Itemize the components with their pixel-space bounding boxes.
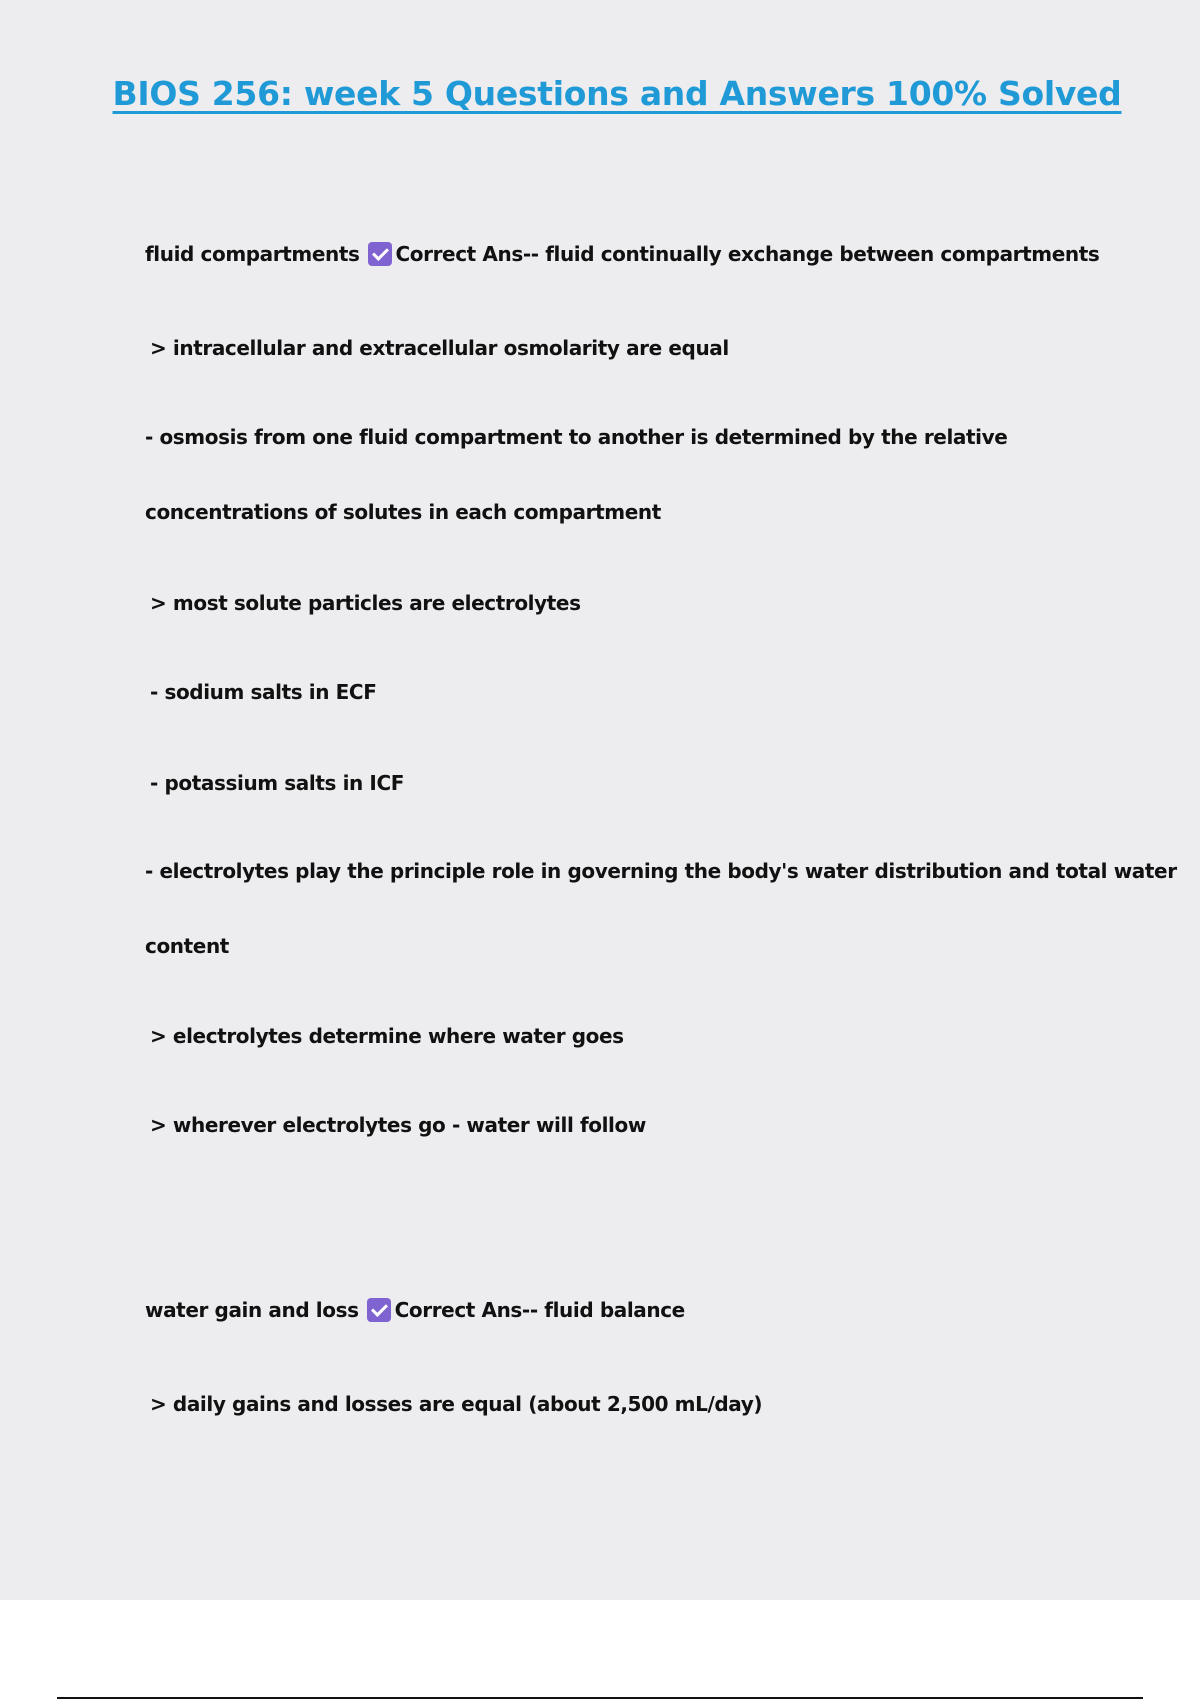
answer-line: > intracellular and extracellular osmolarity are equal [150, 336, 729, 360]
question-text: fluid compartments [145, 242, 360, 266]
answer-line: - osmosis from one fluid compartment to another is determined by the relative [145, 425, 1008, 449]
answer-line: concentrations of solutes in each compartment [145, 500, 661, 524]
answer-line: - sodium salts in ECF [150, 680, 377, 704]
question-text: water gain and loss [145, 1298, 359, 1322]
answer-text: Correct Ans-- fluid continually exchange between compartments [395, 242, 1100, 266]
checkmark-icon [368, 242, 392, 266]
qa-item-fluid-compartments [145, 240, 1099, 268]
checkmark-icon [367, 1298, 391, 1322]
answer-line: - electrolytes play the principle role in governing the body's water distribution and total water [145, 859, 1177, 883]
answer-line: > electrolytes determine where water goes [150, 1024, 624, 1048]
answer-line: > most solute particles are electrolytes [150, 591, 581, 615]
answer-text: Correct Ans-- fluid balance [394, 1298, 685, 1322]
footer-divider [57, 1697, 1143, 1699]
answer-line: - potassium salts in ICF [150, 771, 405, 795]
qa-item-water-gain-and-loss [145, 1296, 685, 1324]
answer-line: > daily gains and losses are equal (about 2,500 mL/day) [150, 1392, 763, 1416]
answer-line: content [145, 934, 229, 958]
answer-line: > wherever electrolytes go - water will follow [150, 1113, 646, 1137]
document-title[interactable]: BIOS 256: week 5 Questions and Answers 100% Solved [112, 74, 1122, 113]
